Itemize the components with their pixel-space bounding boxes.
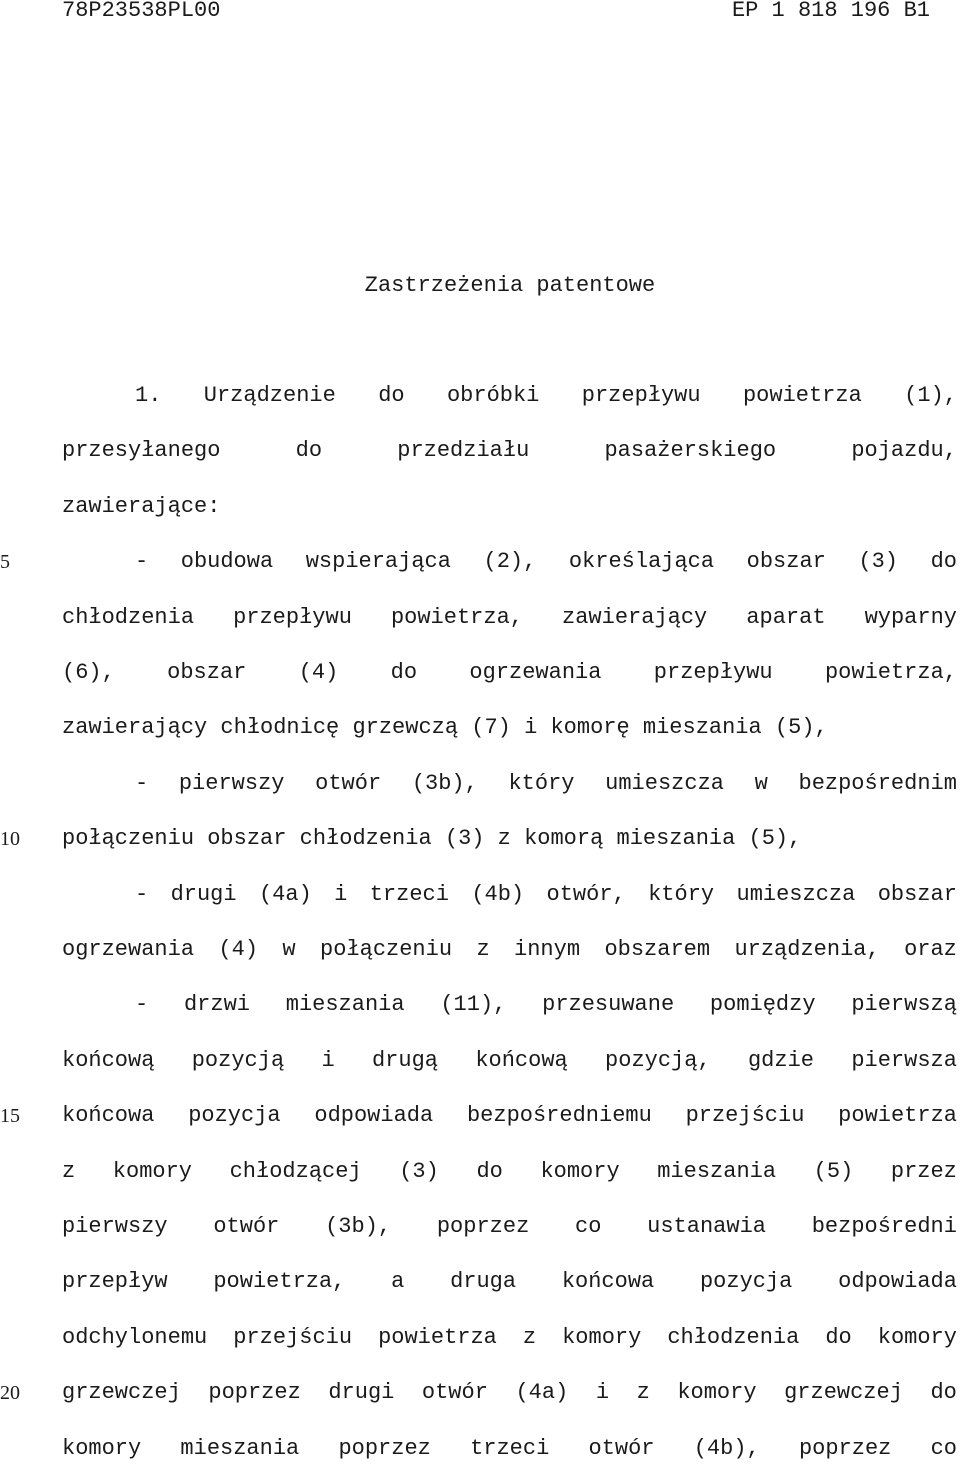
claim-word: bezpośredniemu: [466, 1103, 652, 1129]
claim-word: wyparny: [864, 604, 957, 630]
claim-word: poprzez: [436, 1214, 530, 1239]
claim-word: bezpośredni: [811, 1214, 957, 1239]
claim-word: przedziału: [397, 438, 530, 464]
claim-word: urządzenia,: [734, 937, 880, 962]
claim-word: (3b),: [411, 770, 478, 796]
claim-word: przepływu: [233, 604, 352, 630]
claim-word: co: [575, 1214, 602, 1239]
claim-word: określająca: [568, 549, 715, 575]
claim-word: pozycją: [191, 1047, 285, 1073]
claim-word: gdzie: [747, 1047, 814, 1073]
claim-word: powietrza,: [213, 1269, 346, 1295]
claim-text-line: [135, 991, 957, 1019]
claim-text-line: zawierające:: [62, 493, 221, 519]
claim-word: (4b): [471, 881, 525, 907]
claim-word: poprzez: [208, 1380, 301, 1406]
claim-word: trzeci: [369, 881, 449, 907]
claim-word: chłodzenia: [62, 604, 195, 630]
claim-word: komory: [562, 1324, 642, 1350]
claim-word: 1.: [135, 383, 162, 408]
claim-word: ustanawia: [647, 1214, 766, 1239]
claim-word: drugi: [170, 881, 237, 907]
claim-word: z: [522, 1324, 537, 1350]
claim-word: końcową: [62, 1047, 155, 1073]
claim-word: odpowiada: [838, 1269, 957, 1295]
claim-word: obróbki: [446, 383, 540, 408]
claim-word: który: [648, 881, 715, 907]
claim-word: otwór,: [546, 881, 626, 907]
claim-word: (4a): [515, 1380, 569, 1406]
claim-text-line: [135, 548, 957, 576]
claim-word: powietrza: [742, 383, 862, 408]
claim-word: (4): [218, 937, 259, 962]
claim-word: pomiędzy: [709, 992, 816, 1018]
claim-word: komory: [112, 1158, 193, 1184]
claim-word: komory: [62, 1435, 142, 1461]
claim-word: komory: [877, 1324, 957, 1350]
claim-word: przesyłanego: [62, 438, 221, 464]
claim-word: druga: [450, 1269, 517, 1295]
claim-word: obszar: [167, 660, 247, 685]
claim-text-line: [62, 1379, 957, 1407]
claim-word: chłodzącej: [229, 1158, 362, 1184]
claim-word: komory: [677, 1380, 757, 1406]
claim-word: z: [62, 1158, 76, 1184]
claim-word: (3): [858, 549, 899, 575]
margin-line-number: 20: [0, 1382, 20, 1405]
claim-word: otwór: [213, 1214, 280, 1239]
claim-word: (4): [298, 660, 339, 685]
claim-word: do: [825, 1324, 852, 1350]
claim-word: bezpośrednim: [798, 770, 957, 796]
claim-word: przez: [890, 1158, 957, 1184]
claim-word: przepływ: [62, 1269, 168, 1295]
claim-word: pierwszy: [62, 1214, 168, 1239]
claim-word: -: [135, 770, 149, 796]
claim-word: komory: [540, 1158, 620, 1184]
claim-word: a: [391, 1269, 405, 1295]
claim-word: mieszania: [180, 1435, 300, 1461]
claim-text-line: [62, 1324, 957, 1352]
claim-word: końcowa: [561, 1269, 655, 1295]
claim-word: w: [282, 937, 296, 962]
claim-word: mieszania: [657, 1158, 777, 1184]
claim-word: który: [508, 770, 575, 796]
claim-text-line: [62, 1158, 957, 1186]
claim-word: (11),: [440, 992, 507, 1018]
claim-word: do: [390, 660, 418, 685]
claim-word: -: [135, 549, 149, 575]
claim-word: końcową: [475, 1047, 568, 1073]
patent-number: EP 1 818 196 B1: [731, 0, 930, 23]
claim-text-line: [135, 881, 957, 909]
claim-word: z: [636, 1380, 650, 1406]
claim-word: odpowiada: [314, 1103, 434, 1129]
claim-word: (5): [813, 1158, 854, 1184]
claim-word: co: [930, 1435, 957, 1461]
claim-word: poprzez: [338, 1435, 431, 1461]
claim-word: powietrza,: [824, 660, 957, 685]
claim-word: umieszcza: [736, 881, 856, 907]
claim-word: oraz: [904, 937, 957, 962]
claim-text-line: [62, 936, 957, 964]
claim-text-line: [62, 1435, 957, 1463]
claim-word: obszar: [877, 881, 957, 907]
claim-text-line: [62, 1268, 957, 1296]
claim-word: otwór: [315, 770, 382, 796]
claim-word: (3b),: [325, 1214, 392, 1239]
claim-word: pozycja: [699, 1269, 793, 1295]
claim-word: otwór: [588, 1435, 655, 1461]
claim-word: w: [754, 770, 768, 796]
claim-text-line: [62, 1213, 957, 1241]
claim-word: do: [930, 1380, 957, 1406]
claim-word: pojazdu,: [851, 438, 957, 464]
claim-word: pierwsza: [851, 1047, 957, 1073]
claim-word: ogrzewania: [62, 937, 195, 962]
claim-word: (3): [399, 1158, 439, 1184]
claim-text-line: [62, 1102, 957, 1130]
claim-word: i: [595, 1380, 610, 1406]
claim-word: -: [135, 881, 149, 907]
document-code: 78P23538PL00: [62, 0, 221, 23]
claim-word: końcowa: [62, 1103, 155, 1129]
margin-line-number: 15: [0, 1105, 20, 1128]
claim-word: do: [476, 1158, 503, 1184]
claim-word: obszarem: [604, 937, 711, 962]
claim-word: do: [378, 383, 405, 408]
claim-word: pozycją,: [605, 1047, 711, 1073]
claim-word: zawierający: [562, 604, 708, 630]
claim-word: przesuwane: [542, 992, 675, 1018]
claim-word: trzeci: [470, 1435, 550, 1461]
claim-text-line: [135, 770, 957, 798]
claim-word: Urządzenie: [203, 383, 336, 408]
claim-word: przepływu: [581, 383, 701, 408]
claim-word: pierwszy: [178, 770, 285, 796]
claim-word: pozycja: [188, 1103, 281, 1129]
claim-text-line: połączeniu obszar chłodzenia (3) z komorą mieszania (5),: [62, 826, 802, 852]
claim-word: i: [321, 1047, 335, 1073]
claim-word: do: [295, 438, 323, 464]
claim-text-line: [62, 659, 957, 687]
section-title: Zastrzeżenia patentowe: [364, 273, 656, 298]
claim-text-line: [135, 382, 957, 410]
claim-word: otwór: [421, 1380, 488, 1406]
claim-word: przepływu: [653, 660, 773, 685]
margin-line-number: 10: [0, 828, 20, 851]
claim-text-line: zawierający chłodnicę grzewczą (7) i komorę mieszania (5),: [62, 715, 828, 741]
claim-word: obszar: [746, 549, 826, 575]
claim-word: drzwi: [183, 992, 250, 1018]
claim-word: do: [930, 549, 957, 575]
claim-word: drugą: [371, 1047, 438, 1073]
margin-line-number: 5: [0, 551, 10, 574]
claim-word: przejściu: [685, 1103, 805, 1129]
claim-word: innym: [514, 937, 581, 962]
claim-word: pierwszą: [851, 992, 957, 1018]
claim-word: wspierająca: [305, 549, 451, 575]
claim-word: umieszcza: [605, 770, 724, 796]
claim-word: powietrza: [378, 1324, 497, 1350]
claim-word: obudowa: [180, 549, 274, 575]
claim-text-line: [62, 1047, 957, 1075]
claim-word: chłodzenia: [667, 1324, 800, 1350]
claim-word: -: [135, 992, 149, 1018]
claim-word: (6),: [62, 660, 115, 685]
claim-word: aparat: [746, 604, 826, 630]
claim-text-line: [62, 437, 957, 465]
claim-word: powietrza: [838, 1103, 957, 1129]
claim-word: odchylonemu: [62, 1324, 208, 1350]
claim-word: poprzez: [798, 1435, 892, 1461]
claim-word: (2),: [483, 549, 537, 575]
claim-word: połączeniu: [320, 937, 453, 962]
claim-text-line: [62, 604, 957, 632]
claim-word: pasażerskiego: [604, 438, 777, 464]
claim-word: z: [476, 937, 490, 962]
claim-word: ogrzewania: [469, 660, 602, 685]
claim-word: (4b),: [693, 1435, 760, 1461]
claim-word: mieszania: [285, 992, 405, 1018]
claim-word: (4a): [258, 881, 312, 907]
claim-word: (1),: [904, 383, 957, 408]
claim-word: i: [334, 881, 348, 907]
claim-word: drugi: [328, 1380, 395, 1406]
claim-word: przejściu: [233, 1324, 353, 1350]
claim-word: grzewczej: [784, 1380, 903, 1406]
claim-word: grzewczej: [62, 1380, 181, 1406]
claim-word: powietrza,: [390, 604, 523, 630]
